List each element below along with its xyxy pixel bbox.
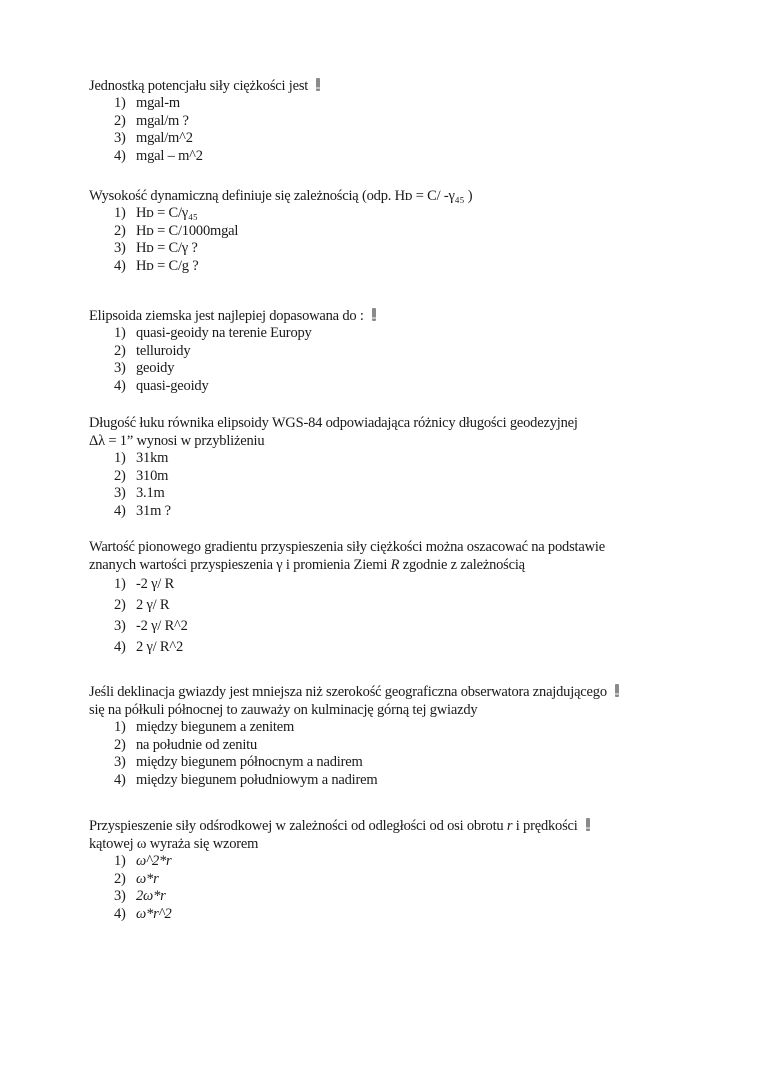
option: 1) -2 γ/ R [114,576,175,592]
option: 2) ω*r [114,870,159,887]
option: 1) między biegunem a zenitem [114,719,295,735]
option: 2) 310m [114,467,169,484]
question-1-options [89,95,689,165]
question-2-options [89,205,689,275]
option: 3) Hᴅ = C/γ ? [114,240,198,256]
question-6 [89,683,689,789]
question-7-text: Przyspieszenie siły odśrodkowej w zależności od odległości od osi obrotu r i prędkości [89,817,689,835]
option: 3) 3.1m [114,485,165,501]
exclamation-icon [316,78,320,91]
option: 2) mgal/m ? [114,112,189,129]
option: 1) mgal-m [114,95,180,111]
option: 1) quasi-geoidy na terenie Europy [114,325,312,341]
question-1 [89,77,689,165]
option: 3) geoidy [114,360,175,376]
option: 4) ω*r^2 [114,905,172,922]
question-7-text-line2: kątowej ω wyraża się wzorem [89,836,259,852]
question-5 [89,538,689,658]
question-1-text: Jednostką potencjału siły ciężkości jest [89,77,689,95]
exclamation-icon [615,684,619,697]
option: 4) między biegunem południowym a nadirem [114,771,378,788]
exclamation-icon [586,818,590,831]
question-5-text-line2: znanych wartości przyspieszenia γ i promienia Ziemi R zgodnie z zależnością [89,557,525,573]
question-7-options [89,853,689,923]
question-4 [89,414,689,520]
option: 2) na południe od zenitu [114,736,258,753]
question-2 [89,187,689,275]
option: 4) quasi-geoidy [114,377,209,394]
question-2-text: Wysokość dynamiczną definiuje się zależnością (odp. Hᴅ = C/ -γ₄₅ ) [89,188,473,204]
option: 4) 2 γ/ R^2 [114,639,184,655]
question-6-text: Jeśli deklinacja gwiazdy jest mniejsza niż szerokość geograficzna obserwatora znajdującego [89,683,689,701]
option: 1) 31km [114,450,169,466]
exclamation-icon [372,308,376,321]
option: 1) ω^2*r [114,853,172,869]
option: 4) Hᴅ = C/g ? [114,257,199,274]
question-5-text: Wartość pionowego gradientu przyspieszenia siły ciężkości można oszacować na podstawie [89,539,605,555]
question-6-text-line2: się na półkuli północnej to zauważy on kulminację górną tej gwiazdy [89,702,478,718]
option: 3) między biegunem północnym a nadirem [114,754,363,770]
option: 2) 2 γ/ R [114,597,170,613]
question-5-options [89,574,689,658]
option: 3) mgal/m^2 [114,130,193,146]
option: 3) -2 γ/ R^2 [114,618,188,634]
question-4-text-line2: Δλ = 1” wynosi w przybliżeniu [89,433,265,449]
option: 2) Hᴅ = C/1000mgal [114,222,239,239]
question-3-text: Elipsoida ziemska jest najlepiej dopasowana do : [89,307,689,325]
option: 4) mgal – m^2 [114,147,203,164]
question-7 [89,817,689,923]
question-6-options [89,719,689,789]
question-3 [89,307,689,395]
option: 2) telluroidy [114,342,191,359]
question-4-text: Długość łuku równika elipsoidy WGS-84 odpowiadająca różnicy długości geodezyjnej [89,415,578,431]
option: 4) 31m ? [114,502,171,519]
question-4-options [89,450,689,520]
option: 1) Hᴅ = C/γ₄₅ [114,205,198,221]
question-3-options [89,325,689,395]
option: 3) 2ω*r [114,888,166,904]
